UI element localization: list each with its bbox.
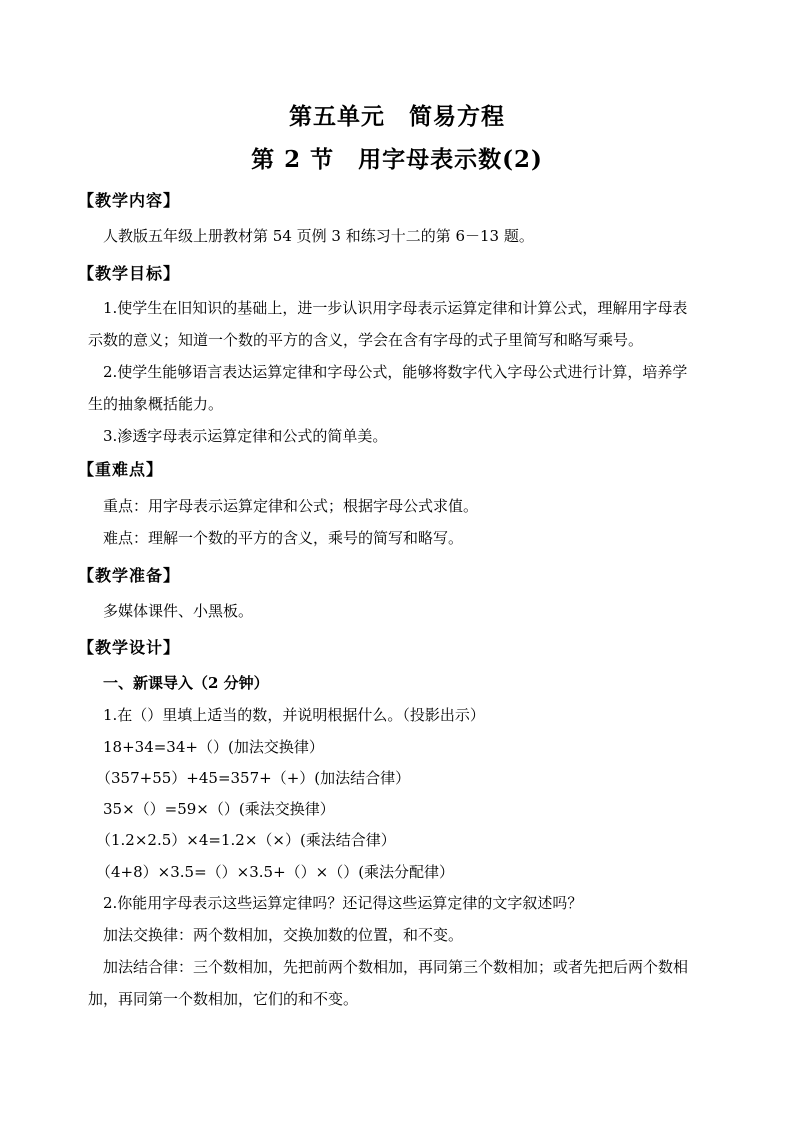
design-part-1: 一、新课导入（2 分钟）	[103, 674, 269, 692]
law-addition-commutative: 加法交换律：两个数相加，交换加数的位置，和不变。	[103, 926, 464, 944]
question-1: 1.在（）里填上适当的数，并说明根据什么。（投影出示）	[103, 706, 485, 724]
goal-2-line-1: 2.使学生能够语言表达运算定律和字母公式，能够将数字代入字母公式进行计算，培养学	[103, 363, 688, 381]
difficult-point: 难点：理解一个数的平方的含义，乘号的简写和略写。	[103, 529, 464, 547]
goal-1-line-1: 1.使学生在旧知识的基础上，进一步认识用字母表示运算定律和计算公式，理解用字母表	[103, 299, 688, 317]
heading-prep: 【教学准备】	[78, 566, 181, 585]
goal-3: 3.渗透字母表示运算定律和公式的简单美。	[103, 427, 388, 445]
goal-1-line-2: 示数的意义；知道一个数的平方的含义，学会在含有字母的式子里简写和略写乘号。	[88, 331, 644, 349]
prep-text: 多媒体课件、小黑板。	[103, 602, 254, 620]
equation-4: （1.2×2.5）×4=1.2×（×）(乘法结合律）	[96, 831, 396, 849]
law-addition-associative-line-1: 加法结合律：三个数相加，先把前两个数相加，再同第三个数相加；或者先把后两个数相	[103, 958, 689, 976]
equation-3: 35×（）=59×（）(乘法交换律）	[103, 800, 335, 818]
heading-design: 【教学设计】	[78, 638, 181, 657]
unit-title: 第五单元 简易方程	[289, 103, 505, 130]
equation-2: （357+55）+45=357+（+）(加法结合律）	[96, 769, 411, 787]
law-addition-associative-line-2: 加，再同第一个数相加，它们的和不变。	[88, 990, 359, 1008]
heading-goals: 【教学目标】	[78, 264, 181, 283]
equation-1: 18+34=34+（）(加法交换律）	[103, 738, 324, 756]
question-2: 2.你能用字母表示这些运算定律吗？还记得这些运算定律的文字叙述吗？	[103, 894, 583, 912]
section-title: 第 2 节 用字母表示数(2)	[251, 146, 543, 173]
equation-5: （4+8）×3.5=（）×3.5+（）×（）(乘法分配律）	[96, 863, 455, 881]
key-point: 重点：用字母表示运算定律和公式；根据字母公式求值。	[103, 497, 479, 515]
heading-content: 【教学内容】	[78, 191, 181, 210]
heading-keypoints: 【重难点】	[78, 460, 164, 479]
goal-2-line-2: 生的抽象概括能力。	[88, 395, 224, 413]
content-text: 人教版五年级上册教材第 54 页例 3 和练习十二的第 6－13 题。	[103, 227, 534, 245]
